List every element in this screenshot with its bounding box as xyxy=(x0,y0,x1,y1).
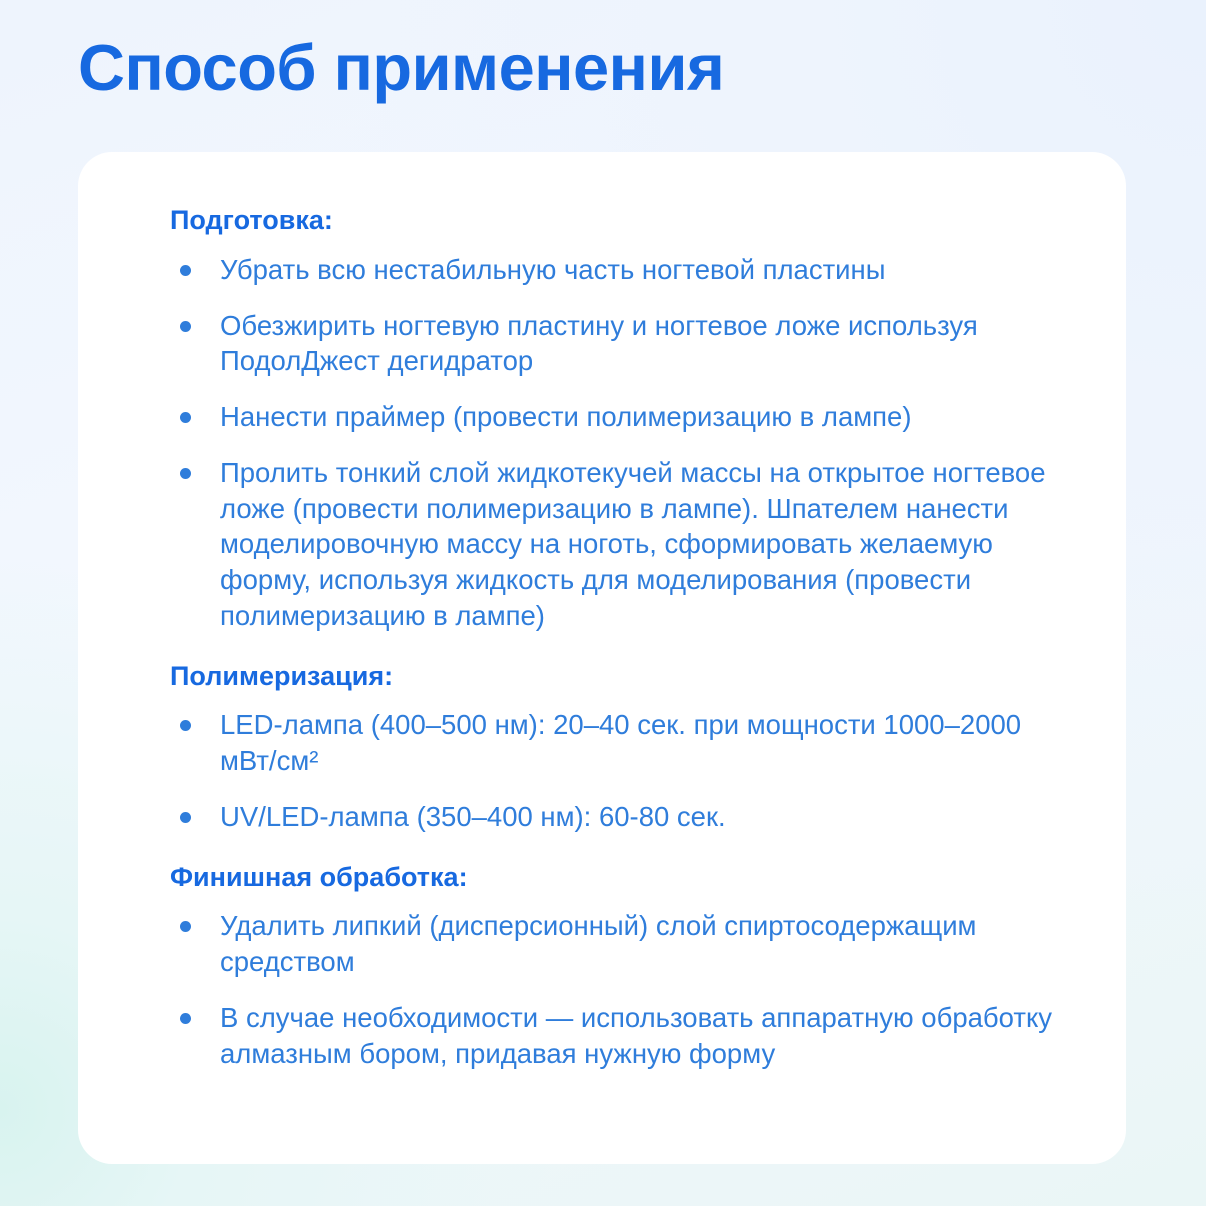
list-item-text: Пролить тонкий слой жидкотекучей массы на открытое ногтевое ложе (провести полимеризацию в лампе). Шпателем нанести моделировочную массу на ноготь, сформировать желаемую форму, используя жидкость для моделирования (провести полимеризацию в лампе) xyxy=(220,456,1046,631)
section-heading-polymerization: Полимеризация: xyxy=(170,660,394,691)
bullet-dot-icon xyxy=(180,321,191,332)
bullet-list-finishing xyxy=(170,908,1056,1071)
list-item xyxy=(170,308,1056,380)
section-heading-finishing: Финишная обработка: xyxy=(170,861,468,892)
list-item-text: Обезжирить ногтевую пластину и ногтевое ложе используя ПодолДжест дегидратор xyxy=(220,309,978,377)
list-item xyxy=(170,252,1056,288)
list-item xyxy=(170,908,1056,980)
list-item xyxy=(170,1000,1056,1072)
list-item xyxy=(170,707,1056,779)
list-item xyxy=(170,399,1056,435)
list-item-text: Убрать всю нестабильную часть ногтевой пластины xyxy=(220,253,886,285)
list-item-text: Удалить липкий (дисперсионный) слой спиртосодержащим средством xyxy=(220,910,977,977)
list-item-text: Нанести праймер (провести полимеризацию в лампе) xyxy=(220,401,912,432)
bullet-dot-icon xyxy=(180,921,191,932)
bullet-dot-icon xyxy=(180,720,191,731)
list-item-text: UV/LED-лампа (350–400 нм): 60-80 сек. xyxy=(220,800,726,832)
bullet-list-polymerization xyxy=(170,707,1056,834)
list-item-text: В случае необходимости — использовать аппаратную обработку алмазным бором, придавая нужную форму xyxy=(220,1001,1053,1069)
bullet-dot-icon xyxy=(180,468,191,479)
list-item xyxy=(170,455,1056,634)
bullet-dot-icon xyxy=(180,412,191,423)
section-preparation xyxy=(170,204,1056,634)
section-finishing xyxy=(170,861,1056,1072)
section-polymerization xyxy=(170,660,1056,835)
page-title: Способ применения xyxy=(78,31,725,104)
list-item xyxy=(170,799,1056,835)
bullet-list-preparation xyxy=(170,252,1056,634)
bullet-dot-icon xyxy=(180,1013,191,1024)
bullet-dot-icon xyxy=(180,265,191,276)
list-item-text: LED-лампа (400–500 нм): 20–40 сек. при мощности 1000–2000 мВт/см² xyxy=(220,709,1022,776)
bullet-dot-icon xyxy=(180,812,191,823)
section-heading-preparation: Подготовка: xyxy=(170,205,333,235)
instructions-card xyxy=(78,152,1126,1164)
